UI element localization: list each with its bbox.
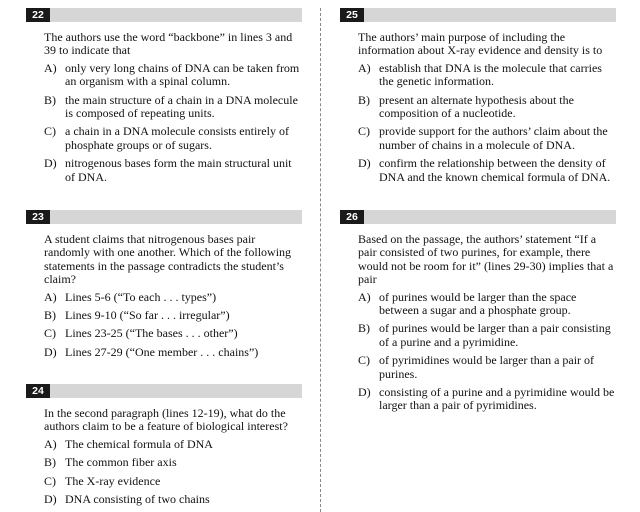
choice-text: only very long chains of DNA can be taken from an organism with a spinal column. (65, 60, 300, 89)
column-divider (320, 8, 321, 512)
choice-letter: C) (358, 353, 370, 368)
choice-text: present an alternate hypothesis about the composition of a nucleotide. (379, 92, 574, 121)
choice-letter: B) (44, 92, 56, 107)
question-23 (26, 210, 302, 364)
question-number: 25 (340, 8, 364, 22)
choice-text: The chemical formula of DNA (65, 436, 213, 451)
answer-choice-d[interactable] (44, 157, 302, 184)
choice-text: The X-ray evidence (65, 473, 161, 488)
choice-text: establish that DNA is the molecule that carries the genetic information. (379, 60, 602, 89)
answer-choice-c[interactable] (358, 125, 616, 152)
answer-choice-d[interactable] (44, 346, 302, 359)
answer-choice-c[interactable] (358, 354, 616, 381)
question-header-bar (26, 210, 302, 224)
question-number: 26 (340, 210, 364, 224)
question-stem: In the second paragraph (lines 12-19), what do the authors claim to be a feature of biological interest? (44, 406, 288, 434)
question-26 (340, 210, 616, 418)
question-24 (26, 384, 302, 511)
question-header-bar (340, 8, 616, 22)
answer-choice-b[interactable] (44, 456, 302, 469)
choice-text: a chain in a DNA molecule consists entirely of phosphate groups or of sugars. (65, 124, 289, 152)
question-number: 22 (26, 8, 50, 22)
answer-choice-a[interactable] (358, 62, 616, 89)
answer-choices (44, 291, 302, 360)
question-stem: Based on the passage, the authors’ statement “If a pair consisted of two purines, for example, there would not be room for it” (lines 29-30) implies that a pair (358, 232, 614, 287)
choice-text: provide support for the authors’ claim about the number of chains in a molecule of DNA. (379, 124, 608, 152)
answer-choice-b[interactable] (44, 309, 302, 322)
choice-text: of purines would be larger than a pair consisting of a purine and a pyrimidine. (379, 321, 611, 349)
answer-choice-b[interactable] (358, 94, 616, 121)
answer-choices (358, 62, 616, 184)
question-25 (340, 8, 616, 189)
choice-text: Lines 5-6 (“To each . . . types”) (65, 289, 217, 304)
answer-choice-a[interactable] (44, 438, 302, 451)
choice-text: Lines 9-10 (“So far . . . irregular”) (65, 308, 230, 323)
answer-choice-b[interactable] (44, 94, 302, 121)
choice-letter: D) (358, 385, 371, 400)
choice-letter: D) (44, 344, 57, 359)
choice-text: The common fiber axis (65, 455, 177, 470)
answer-choice-c[interactable] (44, 327, 302, 340)
choice-letter: C) (358, 124, 370, 139)
choice-letter: C) (44, 473, 56, 488)
choice-letter: A) (44, 60, 57, 75)
answer-choice-a[interactable] (358, 291, 616, 318)
answer-choices (44, 62, 302, 184)
choice-letter: B) (358, 321, 370, 336)
answer-choice-c[interactable] (44, 125, 302, 152)
question-number: 24 (26, 384, 50, 398)
choice-letter: B) (44, 455, 56, 470)
answer-choice-c[interactable] (44, 475, 302, 488)
answer-choices (358, 291, 616, 413)
answer-choice-a[interactable] (44, 62, 302, 89)
choice-letter: D) (358, 156, 371, 171)
choice-text: Lines 27-29 (“One member . . . chains”) (65, 344, 259, 359)
choice-letter: C) (44, 326, 56, 341)
choice-letter: A) (358, 289, 371, 304)
question-header-bar (340, 210, 616, 224)
choice-letter: B) (44, 308, 56, 323)
question-header-bar (26, 8, 302, 22)
answer-choice-b[interactable] (358, 322, 616, 349)
question-stem: The authors’ main purpose of including the information about X-ray evidence and density is to (358, 30, 603, 58)
choice-letter: D) (44, 156, 57, 171)
question-header-bar (26, 384, 302, 398)
choice-text: consisting of a purine and a pyrimidine would be larger than a pair of pyrimidines. (379, 385, 615, 413)
choice-text: of purines would be larger than the space between a sugar and a phosphate group. (379, 289, 577, 318)
choice-text: confirm the relationship between the density of DNA and the known chemical formula of DNA. (379, 156, 611, 184)
choice-text: of pyrimidines would be larger than a pair of purines. (379, 353, 595, 381)
choice-letter: B) (358, 92, 370, 107)
answer-choice-a[interactable] (44, 291, 302, 304)
answer-choice-d[interactable] (358, 157, 616, 184)
choice-text: the main structure of a chain in a DNA molecule is composed of repeating units. (65, 92, 298, 121)
choice-letter: C) (44, 124, 56, 139)
choice-text: nitrogenous bases form the main structural unit of DNA. (65, 156, 292, 184)
answer-choice-d[interactable] (44, 493, 302, 506)
question-number: 23 (26, 210, 50, 224)
answer-choices (44, 438, 302, 507)
choice-text: DNA consisting of two chains (65, 492, 210, 507)
choice-letter: A) (44, 436, 57, 451)
question-22 (26, 8, 302, 189)
question-stem: The authors use the word “backbone” in lines 3 and 39 to indicate that (44, 30, 293, 58)
choice-letter: D) (44, 492, 57, 507)
choice-letter: A) (358, 60, 371, 75)
choice-letter: A) (44, 289, 57, 304)
choice-text: Lines 23-25 (“The bases . . . other”) (65, 326, 238, 341)
answer-choice-d[interactable] (358, 386, 616, 413)
question-stem: A student claims that nitrogenous bases pair randomly with one another. Which of the following statements in the passage contradicts the student’s claim? (44, 232, 292, 287)
